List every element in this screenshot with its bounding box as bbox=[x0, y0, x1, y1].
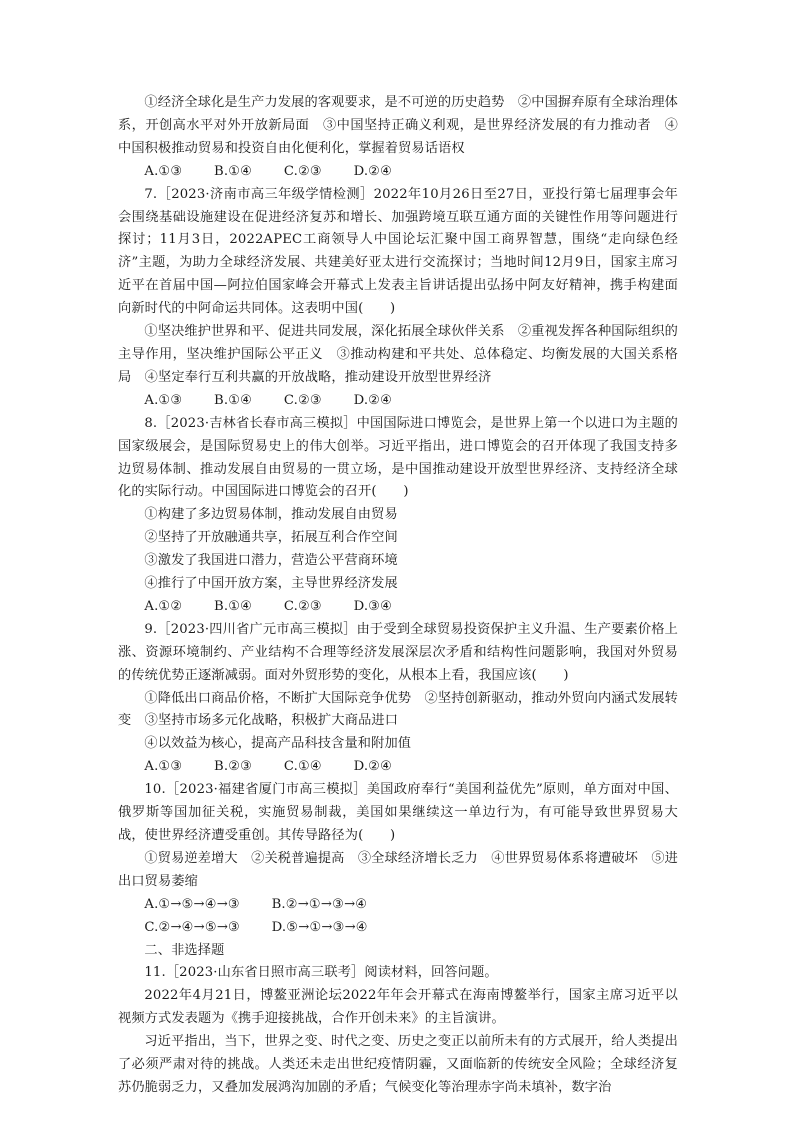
document-page bbox=[118, 92, 678, 1100]
q9-statements: ①降低出口商品价格，不断扩大国际竞争优势 ②坚持创新驱动，推动外贸向内涵式发展转变 ③坚持市场多元化战略，积极扩大商品进口 bbox=[118, 690, 678, 729]
q11-stem: 11.［2023·山东省日照市高三联考］阅读材料，回答问题。 bbox=[144, 965, 498, 981]
q7-option-d: D.②④ bbox=[353, 392, 393, 408]
q8-stem: 8.［2023·吉林省长春市高三模拟］中国国际进口博览会，是世界上第一个以进口为主题的国家级展会，是国际贸易史上的伟大创举。习近平指出，进口博览会的召开体现了我国支持多边贸易体制、推动发展自由贸易的一贯立场，是中国推动建设开放型世界经济、支持经济全球化的实际行动。中国国际进口博览会的召开( ) bbox=[118, 415, 678, 500]
q8-item-4: ④推行了中国开放方案，主导世界经济发展 bbox=[144, 576, 398, 592]
q6-option-b: B.①④ bbox=[214, 163, 253, 179]
q7-option-a: A.①③ bbox=[144, 392, 183, 408]
q7-stem: 7.［2023·济南市高三年级学情检测］2022年10月26日至27日，亚投行第七届理事会年会围绕基础设施建设在促进经济复苏和增长、加强跨境互联互通方面的关键性作用等问题进行探讨；11月3日，2022APEC工商领导人中国论坛汇聚中国工商界智慧，围绕“走向绿色经济”主题，为助力全球经济发展、共建美好亚太进行交流探讨；当地时间12月9日，国家主席习近平在首届中国—阿拉伯国家峰会开幕式上发表主旨讲话提出弘扬中阿友好精神，携手构建面向新时代的中阿命运共同体。这表明中国( ) bbox=[118, 186, 678, 317]
q7-option-b: B.①④ bbox=[214, 392, 253, 408]
q10-statements: ①贸易逆差增大 ②关税普遍提高 ③全球经济增长乏力 ④世界贸易体系将遭破坏 ⑤进出口贸易萎缩 bbox=[118, 850, 678, 889]
q7-options bbox=[118, 390, 678, 413]
q8-option-c: C.②③ bbox=[283, 598, 322, 614]
q10-options-row-1 bbox=[118, 894, 678, 917]
q9-item-4: ④以效益为核心，提高产品科技含量和附加值 bbox=[144, 736, 412, 752]
q6-option-c: C.②③ bbox=[283, 163, 322, 179]
q11-paragraph-2: 习近平指出，当下，世界之变、时代之变、历史之变正以前所未有的方式展开，给人类提出了必须严肃对待的挑战。人类还未走出世纪疫情阴霾，又面临新的传统安全风险；全球经济复苏仍脆弱乏力，又叠加发展鸿沟加剧的矛盾；气候变化等治理赤字尚未填补，数字治 bbox=[118, 1034, 678, 1095]
q10-option-a: A.①→⑤→④→③ bbox=[144, 896, 240, 912]
q9-options bbox=[118, 756, 678, 779]
q10-stem: 10.［2023·福建省厦门市高三模拟］美国政府奉行“美国利益优先”原则，单方面对中国、俄罗斯等国加征关税，实施贸易制裁，美国如果继续这一单边行为，有可能导致世界贸易大战，使世界经济遭受重创。其传导路径为( ) bbox=[118, 782, 678, 843]
q9-stem: 9.［2023·四川省广元市高三模拟］由于受到全球贸易投资保护主义升温、生产要素价格上涨、资源环境制约、产业结构不合理等经济发展深层次矛盾和结构性问题影响，我国对外贸易的传统优势正逐渐减弱。面对外贸形势的变化，从根本上看，我国应该( ) bbox=[118, 621, 678, 683]
q9-option-a: A.①③ bbox=[144, 759, 183, 775]
q6-option-a: A.①③ bbox=[144, 163, 183, 179]
q10-option-c: C.②→④→⑤→③ bbox=[144, 919, 240, 935]
q7-statements: ①坚决维护世界和平、促进共同发展，深化拓展全球伙伴关系 ②重视发挥各种国际组织的主导作用，坚决维护国际公平正义 ③推动构建和平共处、总体稳定、均衡发展的大国关系格局 ④坚定奉行互利共赢的开放战略，推动建设开放型世界经济 bbox=[118, 324, 678, 385]
q10-option-b: B.②→①→③→④ bbox=[271, 896, 368, 912]
q7-option-c: C.②③ bbox=[283, 392, 322, 408]
q9-option-c: C.①④ bbox=[283, 759, 322, 775]
q9-option-b: B.②③ bbox=[214, 759, 253, 775]
q6-option-d: D.②④ bbox=[353, 163, 393, 179]
q6-statements: ①经济全球化是生产力发展的客观要求，是不可逆的历史趋势 ②中国摒弃原有全球治理体系，开创高水平对外开放新局面 ③中国坚持正确义利观，是世界经济发展的有力推动者 ④中国积极推动贸易和投资自由化便利化，掌握着贸易话语权 bbox=[118, 95, 678, 156]
q9-option-d: D.②④ bbox=[353, 759, 393, 775]
q10-option-d: D.⑤→①→③→④ bbox=[271, 919, 368, 935]
q10-options-row-2 bbox=[118, 917, 678, 940]
section-heading: 二、非选择题 bbox=[144, 942, 225, 958]
q8-item-2: ②坚持了开放融通共享，拓展互利合作空间 bbox=[144, 530, 398, 546]
q8-option-b: B.①④ bbox=[214, 598, 253, 614]
q8-options bbox=[118, 596, 678, 619]
q8-item-3: ③激发了我国进口潜力，营造公平营商环境 bbox=[144, 553, 398, 569]
q11-paragraph-1: 2022年4月21日，博鳌亚洲论坛2022年年会开幕式在海南博鳌举行，国家主席习近平以视频方式发表题为《携手迎接挑战，合作开创未来》的主旨演讲。 bbox=[118, 988, 678, 1027]
q8-option-d: D.③④ bbox=[353, 598, 393, 614]
q8-option-a: A.①② bbox=[144, 598, 183, 614]
q8-item-1: ①构建了多边贸易体制，推动发展自由贸易 bbox=[144, 507, 398, 523]
q6-options bbox=[118, 161, 678, 184]
